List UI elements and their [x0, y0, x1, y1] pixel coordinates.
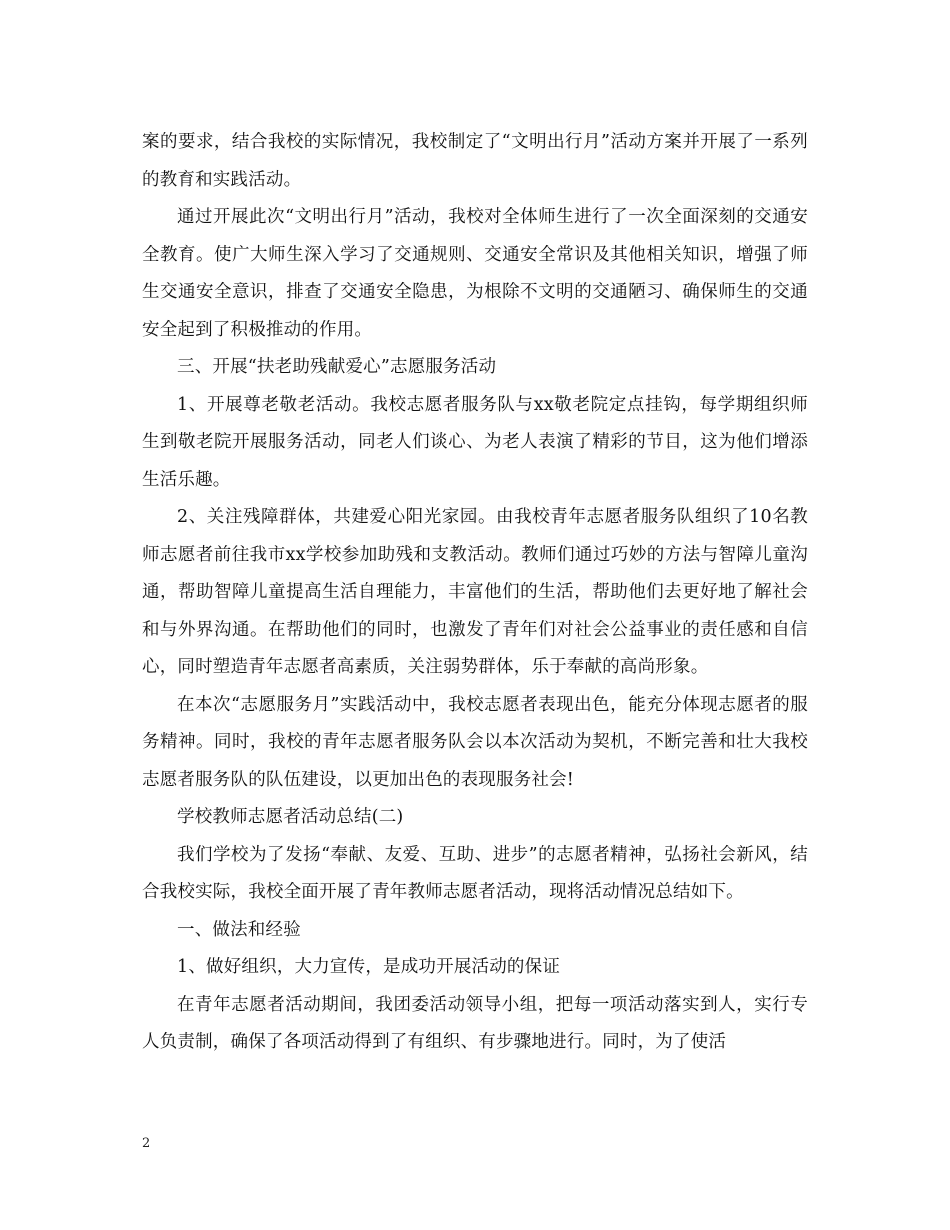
paragraph: 2、关注残障群体，共建爱心阳光家园。由我校青年志愿者服务队组织了10名教师志愿者前往我市xx学校参加助残和支教活动。教师们通过巧妙的方法与智障儿童沟通，帮助智障儿童提高生活自理能力，丰富他们的生活，帮助他们去更好地了解社会和与外界沟通。在帮助他们的同时，也激发了青年们对社会公益事业的责任感和自信心，同时塑造青年志愿者高素质，关注弱势群体，乐于奉献的高尚形象。	[142, 507, 808, 677]
section-heading: 三、开展“扶老助残献爱心”志愿服务活动	[177, 357, 497, 377]
paragraph: 在青年志愿者活动期间，我团委活动领导小组，把每一项活动落实到人，实行专人负责制，确保了各项活动得到了有组织、有步骤地进行。同时，为了使活	[142, 994, 808, 1052]
subsection-heading: 1、做好组织，大力宣传，是成功开展活动的保证	[177, 957, 561, 977]
paragraph: 通过开展此次“文明出行月”活动，我校对全体师生进行了一次全面深刻的交通安全教育。使广大师生深入学习了交通规则、交通安全常识及其他相关知识，增强了师生交通安全意识，排查了交通安全隐患，为根除不文明的交通陋习、确保师生的交通安全起到了积极推动的作用。	[142, 207, 808, 340]
page-number: 2	[142, 1136, 151, 1151]
section-heading: 一、做法和经验	[177, 919, 301, 940]
paragraph: 我们学校为了发扬“奉献、友爱、互助、进步”的志愿者精神，弘扬社会新风，结合我校实际，我校全面开展了青年教师志愿者活动，现将活动情况总结如下。	[142, 844, 808, 902]
document-subtitle: 学校教师志愿者活动总结(二)	[177, 807, 404, 827]
paragraph: 在本次“志愿服务月”实践活动中，我校志愿者表现出色，能充分体现志愿者的服务精神。同时，我校的青年志愿者服务队会以本次活动为契机，不断完善和壮大我校志愿者服务队的队伍建设，以更加出色的表现服务社会!	[142, 694, 808, 790]
document-body	[142, 124, 808, 1062]
paragraph: 1、开展尊老敬老活动。我校志愿者服务队与xx敬老院定点挂钩，每学期组织师生到敬老院开展服务活动，同老人们谈心、为老人表演了精彩的节目，这为他们增添生活乐趣。	[142, 394, 808, 490]
paragraph: 案的要求，结合我校的实际情况，我校制定了“文明出行月”活动方案并开展了一系列的教育和实践活动。	[142, 132, 808, 190]
